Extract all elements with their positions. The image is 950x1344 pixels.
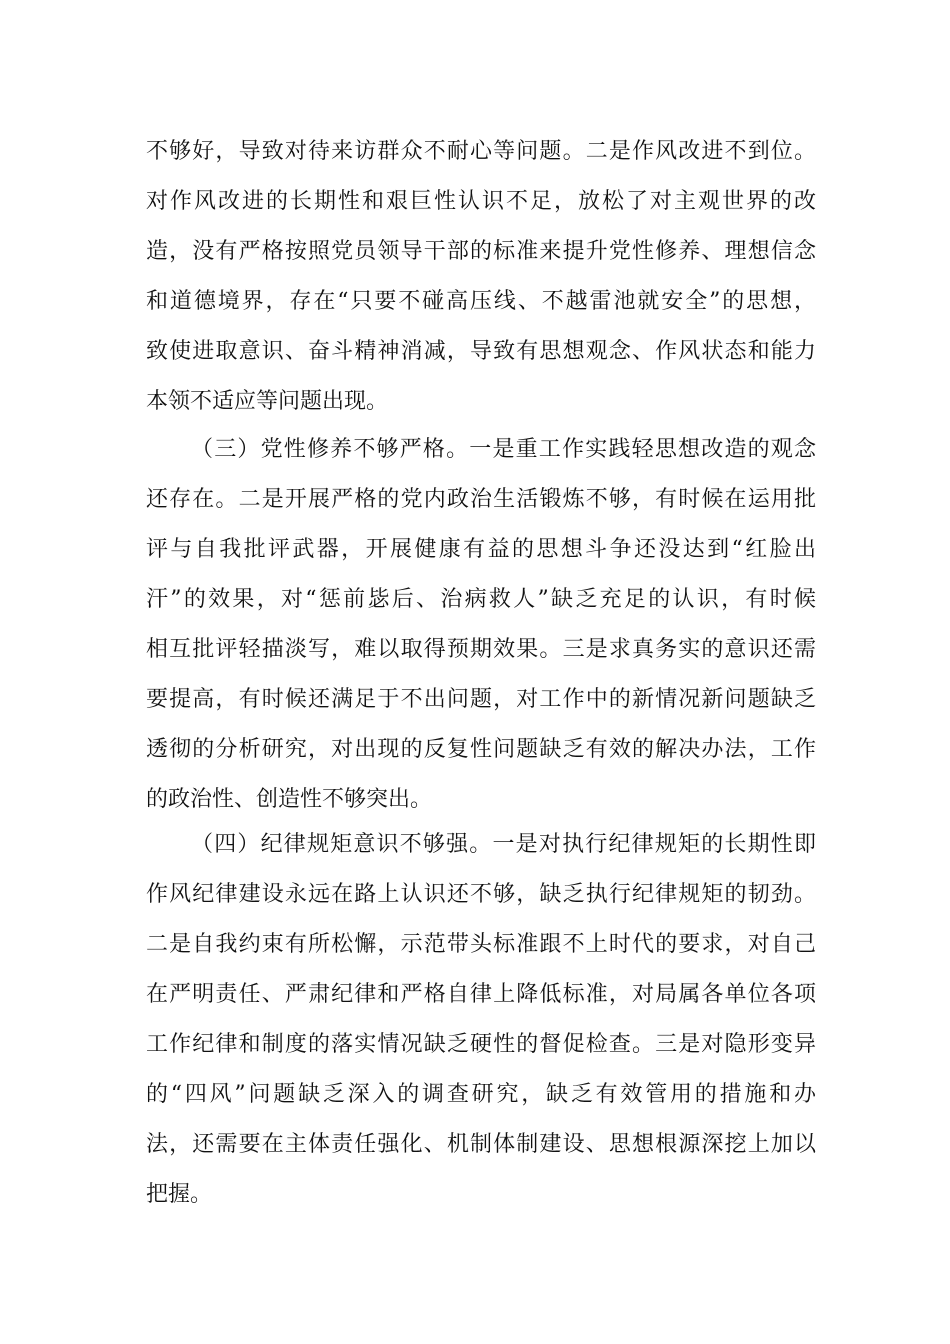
text-line: 工作纪律和制度的落实情况缺乏硬性的督促检查。三是对隐形变异 (146, 1032, 816, 1057)
text-line: 还存在。二是开展严格的党内政治生活锻炼不够，有时候在运用批 (146, 487, 816, 512)
paragraph-party-spirit (146, 425, 816, 825)
text-line: （四）纪律规矩意识不够强。一是对执行纪律规矩的长期性即 (191, 832, 816, 857)
text-line: 把握。 (146, 1182, 213, 1207)
text-line: 汗”的效果，对“惩前毖后、治病救人”缺乏充足的认识，有时候 (146, 587, 816, 612)
text-line: 和道德境界，存在“只要不碰高压线、不越雷池就安全”的思想， (146, 289, 816, 314)
text-line: 评与自我批评武器，开展健康有益的思想斗争还没达到“红脸出 (146, 537, 816, 562)
text-line: 法，还需要在主体责任强化、机制体制建设、思想根源深挖上加以 (146, 1132, 816, 1157)
text-line: 作风纪律建设永远在路上认识还不够，缺乏执行纪律规矩的韧劲。 (146, 882, 816, 907)
text-line: 透彻的分析研究，对出现的反复性问题缺乏有效的解决办法，工作 (146, 737, 816, 762)
text-line: 的政治性、创造性不够突出。 (146, 787, 433, 812)
text-line: 造，没有严格按照党员领导干部的标准来提升党性修养、理想信念 (146, 239, 816, 264)
text-line: 的“四风”问题缺乏深入的调查研究，缺乏有效管用的措施和办 (146, 1082, 816, 1107)
paragraph-discipline (146, 820, 816, 1220)
text-line: 在严明责任、严肃纪律和严格自律上降低标准，对局属各单位各项 (146, 982, 816, 1007)
text-line: 相互批评轻描淡写，难以取得预期效果。三是求真务实的意识还需 (146, 637, 816, 662)
text-line: 二是自我约束有所松懈，示范带头标准跟不上时代的要求，对自己 (146, 932, 816, 957)
text-line: 致使进取意识、奋斗精神消减，导致有思想观念、作风状态和能力 (146, 339, 816, 364)
paragraph-continuation (146, 127, 816, 427)
text-line: 要提高，有时候还满足于不出问题，对工作中的新情况新问题缺乏 (146, 687, 816, 712)
text-line: 本领不适应等问题出现。 (146, 389, 389, 414)
text-line: （三）党性修养不够严格。一是重工作实践轻思想改造的观念 (191, 437, 816, 462)
text-line: 对作风改进的长期性和艰巨性认识不足，放松了对主观世界的改 (146, 189, 816, 214)
text-line: 不够好，导致对待来访群众不耐心等问题。二是作风改进不到位。 (146, 139, 816, 164)
